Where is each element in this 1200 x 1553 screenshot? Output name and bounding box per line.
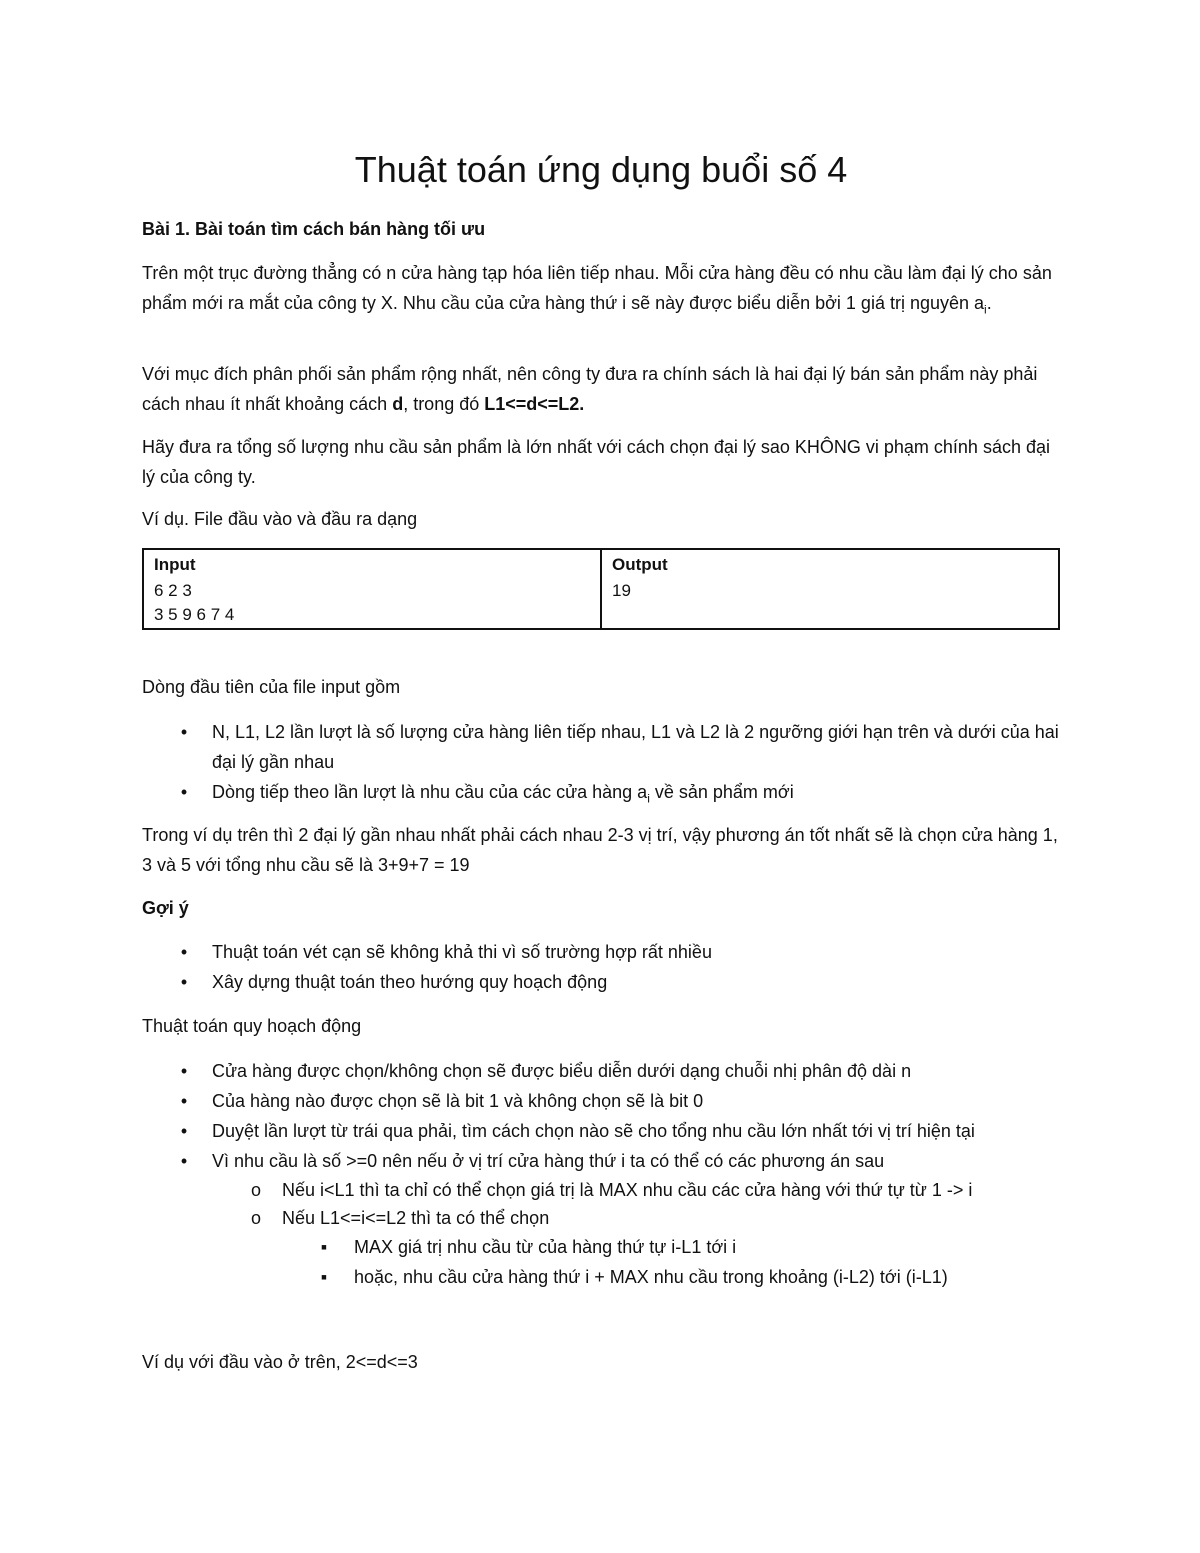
bullet-disc-icon: • [180,1061,188,1081]
input-description: Dòng đầu tiên của file input gồm [142,677,401,697]
input-header: Input [154,555,196,574]
hint-bullet-list [142,937,1060,997]
hint-heading: Gợi ý [142,898,189,918]
bullet-disc-icon: • [180,972,188,992]
problem-heading: Bài 1. Bài toán tìm cách bán hàng tối ưu [142,219,486,239]
bullet-disc-icon: • [180,722,188,742]
bullet-circle-icon: o [250,1208,261,1228]
list-item: ▪ MAX giá trị nhu cầu từ của hàng thứ tự i-L1 tới i [142,1232,1060,1262]
io-example-table [142,548,1060,630]
bullet-square-icon: ▪ [320,1237,328,1257]
list-item: • Của hàng nào được chọn sẽ là bit 1 và không chọn sẽ là bit 0 [142,1086,1060,1116]
page-title: Thuật toán ứng dụng buổi số 4 [354,149,848,190]
list-item: • Vì nhu cầu là số >=0 nên nếu ở vị trí cửa hàng thứ i ta có thể có các phương án sau [142,1146,1060,1176]
list-item: • Dòng tiếp theo lần lượt là nhu cầu của các cửa hàng $a_i$ về sản phẩm mới [142,777,1060,814]
paragraph-task: Hãy đưa ra tổng số lượng nhu cầu sản phẩm là lớn nhất với cách chọn đại lý sao KHÔNG vi phạm chính sách đại lý của công ty. [142,437,1050,487]
bullet-disc-icon: • [180,782,188,802]
list-item: • Cửa hàng được chọn/không chọn sẽ được biểu diễn dưới dạng chuỗi nhị phân độ dài n [142,1056,1060,1086]
bullet-circle-icon: o [250,1180,261,1200]
bullet-square-icon: ▪ [320,1267,328,1287]
output-header: Output [612,555,668,574]
input-line-1: 6 2 3 [154,581,192,600]
paragraph-policy: Với mục đích phân phối sản phẩm rộng nhất, nên công ty đưa ra chính sách là hai đại lý bán sản phẩm này phải cách nhau ít nhất khoảng cách d, trong đó L1<=d<=L2. [142,364,1038,414]
final-example-line: Ví dụ với đầu vào ở trên, 2<=d<=3 [142,1352,418,1372]
input-bullet-list [142,717,1060,814]
bullet-disc-icon: • [180,1121,188,1141]
list-item: • Duyệt lần lượt từ trái qua phải, tìm cách chọn nào sẽ cho tổng nhu cầu lớn nhất tới vị trí hiện tại [142,1116,1060,1146]
bullet-disc-icon: • [180,1091,188,1111]
list-item: • N, L1, L2 lần lượt là số lượng cửa hàng liên tiếp nhau, L1 và L2 là 2 ngưỡng giới hạn trên và dưới của hai đại lý gần nhau [142,717,1060,777]
list-item: • Thuật toán vét cạn sẽ không khả thi vì số trường hợp rất nhiều [142,937,1060,967]
input-cell [143,549,601,629]
list-item: ▪ hoặc, nhu cầu cửa hàng thứ i + MAX nhu cầu trong khoảng (i-L2) tới (i-L1) [142,1262,1060,1292]
list-item: o Nếu i<L1 thì ta chỉ có thể chọn giá trị là MAX nhu cầu các cửa hàng với thứ tự từ 1 -> i [142,1176,1060,1204]
dp-heading: Thuật toán quy hoạch động [142,1016,362,1036]
list-item: • Xây dựng thuật toán theo hướng quy hoạch động [142,967,1060,997]
bullet-disc-icon: • [180,942,188,962]
example-intro: Ví dụ. File đầu vào và đầu ra dạng [142,509,418,529]
paragraph-problem-statement: Trên một trục đường thẳng có n cửa hàng tạp hóa liên tiếp nhau. Mỗi cửa hàng đều có nhu cầu làm đại lý cho sản phẩm mới ra mắt của công ty X. Nhu cầu của cửa hàng thứ i sẽ này được biểu diễn bởi 1 giá trị nguyên $a_i$. [142,263,1052,317]
output-line-1: 19 [612,581,631,600]
dp-bullet-list [142,1056,1060,1292]
example-explanation: Trong ví dụ trên thì 2 đại lý gần nhau nhất phải cách nhau 2-3 vị trí, vậy phương án tốt nhất sẽ là chọn cửa hàng 1, 3 và 5 với tổng nhu cầu sẽ là 3+9+7 = 19 [142,825,1058,875]
output-cell [601,549,1059,629]
bullet-disc-icon: • [180,1151,188,1171]
list-item: o Nếu L1<=i<=L2 thì ta có thể chọn [142,1204,1060,1232]
input-line-2: 3 5 9 6 7 4 [154,605,235,624]
